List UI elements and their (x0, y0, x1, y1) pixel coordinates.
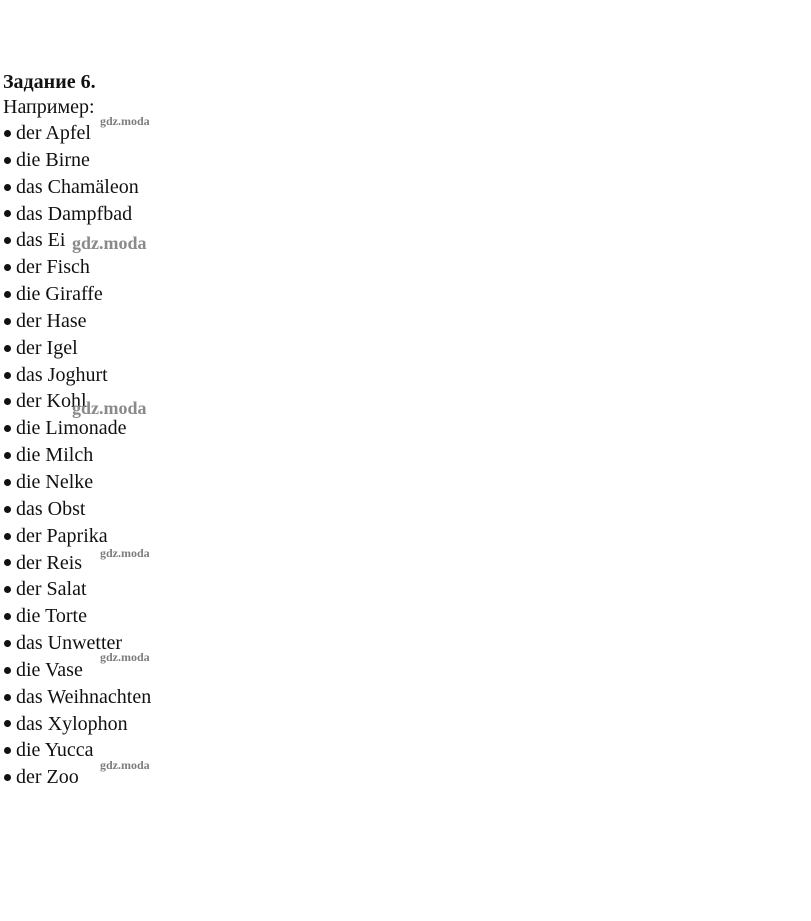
watermark: gdz.moda (100, 758, 150, 772)
bullet-icon (4, 774, 11, 781)
list-item (3, 174, 403, 201)
bullet-icon (4, 318, 11, 325)
list-item (3, 523, 403, 550)
bullet-icon (4, 237, 11, 244)
list-item-text: die Limonade (16, 417, 127, 440)
bullet-icon (4, 533, 11, 540)
list-item (3, 603, 403, 630)
list-item (3, 630, 403, 657)
list-item (3, 469, 403, 496)
list-item (3, 576, 403, 603)
bullet-icon (4, 372, 11, 379)
list-item-text: der Igel (16, 336, 78, 359)
list-item-text: das Xylophon (16, 712, 128, 735)
list-item (3, 550, 403, 577)
list-item-text: der Hase (16, 309, 87, 332)
bullet-icon (4, 157, 11, 164)
list-item-text: das Dampfbad (16, 202, 133, 225)
list-item (3, 496, 403, 523)
watermark: gdz.moda (72, 233, 147, 253)
list-item (3, 388, 403, 415)
list-item-text: die Giraffe (16, 283, 103, 306)
list-item (3, 415, 403, 442)
list-item (3, 281, 403, 308)
list-item (3, 227, 403, 254)
list-item-text: die Milch (16, 444, 94, 467)
bullet-icon (4, 130, 11, 137)
list-item (3, 711, 403, 738)
list-item (3, 335, 403, 362)
bullet-icon (4, 452, 11, 459)
bullet-icon (4, 613, 11, 620)
bullet-icon (4, 425, 11, 432)
list-item-text: das Joghurt (16, 363, 108, 386)
list-item (3, 254, 403, 281)
list-item-text: die Nelke (16, 470, 94, 493)
list-item (3, 201, 403, 228)
list-item-text: das Unwetter (16, 632, 123, 655)
list-item-text: der Paprika (16, 524, 108, 547)
document-body (3, 70, 403, 791)
list-item (3, 657, 403, 684)
list-item-text: die Birne (16, 148, 90, 171)
list-item (3, 442, 403, 469)
bullet-icon (4, 640, 11, 647)
bullet-icon (4, 264, 11, 271)
list-item-text: der Reis (16, 551, 83, 574)
list-item (3, 308, 403, 335)
bullet-icon (4, 345, 11, 352)
watermark: gdz.moda (100, 114, 150, 128)
list-item (3, 120, 403, 147)
list-item-text: der Kohl (16, 390, 87, 413)
bullet-icon (4, 398, 11, 405)
list-item-text: das Chamäleon (16, 175, 139, 198)
word-list (3, 120, 403, 791)
list-item-text: der Salat (16, 578, 87, 601)
watermark: gdz.moda (100, 650, 150, 664)
bullet-icon (4, 586, 11, 593)
task-heading: Задание 6. (3, 71, 96, 93)
list-item (3, 147, 403, 174)
watermark: gdz.moda (72, 398, 147, 418)
bullet-icon (4, 210, 11, 217)
list-item-text: das Obst (16, 497, 86, 520)
list-item (3, 764, 403, 791)
bullet-icon (4, 506, 11, 513)
bullet-icon (4, 559, 11, 566)
bullet-icon (4, 291, 11, 298)
list-item-text: die Yucca (16, 739, 94, 762)
list-item (3, 362, 403, 389)
list-item-text: das Ei (16, 229, 66, 252)
bullet-icon (4, 747, 11, 754)
list-item-text: das Weihnachten (16, 685, 152, 708)
bullet-icon (4, 694, 11, 701)
list-item (3, 737, 403, 764)
list-item-text: der Apfel (16, 122, 91, 144)
bullet-icon (4, 184, 11, 191)
bullet-icon (4, 479, 11, 486)
list-item (3, 684, 403, 711)
list-item-text: der Fisch (16, 256, 90, 279)
list-item-text: die Vase (16, 658, 83, 681)
watermark: gdz.moda (100, 546, 150, 560)
example-intro: Например: (3, 96, 95, 118)
list-item-text: die Torte (16, 605, 87, 628)
bullet-icon (4, 720, 11, 727)
bullet-icon (4, 667, 11, 674)
list-item-text: der Zoo (16, 766, 79, 789)
